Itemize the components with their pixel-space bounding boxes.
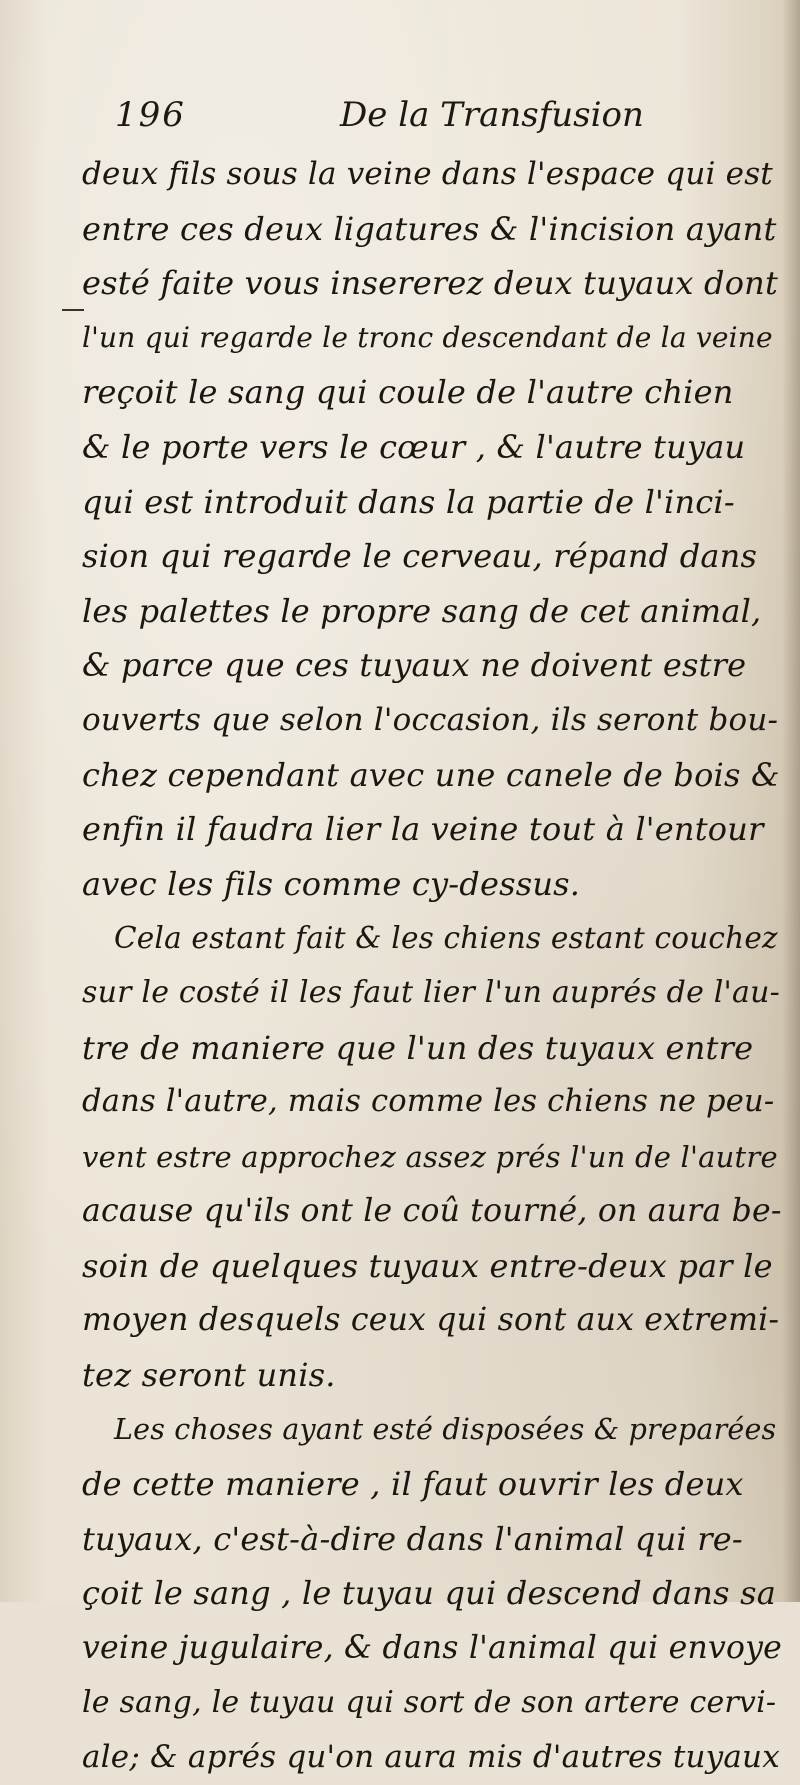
text-line: soin de quelques tuyaux entre-deux par le: [82, 1246, 773, 1285]
text-line: les palettes le propre sang de cet animal,: [82, 591, 762, 630]
text-line: deux fils sous la veine dans l'espace qui est: [82, 156, 773, 192]
text-line: le sang, le tuyau qui sort de son artere cervi-: [82, 1684, 777, 1720]
page-number: 196: [115, 95, 186, 135]
text-line: Les choses ayant esté disposées & preparées: [114, 1412, 777, 1446]
text-line: de cette maniere , il faut ouvrir les deux: [82, 1465, 744, 1504]
margin-dash-mark: [62, 309, 84, 311]
text-line: ale; & aprés qu'on aura mis d'autres tuyaux: [82, 1739, 780, 1776]
page-header: [115, 95, 715, 145]
text-line: & le porte vers le cœur , & l'autre tuyau: [82, 427, 746, 466]
text-line: vent estre approchez assez prés l'un de l'autre: [82, 1139, 778, 1174]
text-line: çoit le sang , le tuyau qui descend dans sa: [82, 1574, 776, 1613]
text-line: acause qu'ils ont le coû tourné, on aura be-: [82, 1193, 782, 1230]
text-line: l'un qui regarde le tronc descendant de la veine: [82, 320, 773, 354]
text-line: tuyaux, c'est-à-dire dans l'animal qui re-: [82, 1519, 743, 1558]
text-line: sur le costé il les faut lier l'un auprés de l'au-: [82, 974, 780, 1010]
text-line: moyen desquels ceux qui sont aux extremi-: [82, 1302, 780, 1339]
page-edge-shadow: [782, 0, 800, 1602]
text-line: tre de maniere que l'un des tuyaux entre: [82, 1028, 754, 1067]
text-line: avec les fils comme cy-dessus.: [82, 864, 581, 903]
text-line: esté faite vous insererez deux tuyaux dont: [82, 264, 779, 303]
text-line: qui est introduit dans la partie de l'inci-: [82, 482, 735, 521]
text-line: chez cependant avec une canele de bois &: [82, 755, 780, 794]
text-line: Cela estant fait & les chiens estant couchez: [114, 921, 778, 956]
text-line: tez seront unis.: [82, 1356, 336, 1395]
text-line: entre ces deux ligatures & l'incision ayant: [82, 209, 777, 248]
text-line: ouverts que selon l'occasion, ils seront bou-: [82, 701, 779, 738]
text-line: sion qui regarde le cerveau, répand dans: [82, 537, 758, 576]
text-line: veine jugulaire, & dans l'animal qui envoye: [82, 1630, 782, 1667]
text-line: reçoit le sang qui coule de l'autre chien: [82, 373, 734, 412]
text-line: & parce que ces tuyaux ne doivent estre: [82, 646, 747, 685]
running-title: De la Transfusion: [340, 95, 644, 135]
body-text: [82, 147, 782, 1785]
text-line: dans l'autre, mais comme les chiens ne peu-: [82, 1084, 775, 1120]
text-line: enfin il faudra lier la veine tout à l'entour: [82, 810, 764, 849]
